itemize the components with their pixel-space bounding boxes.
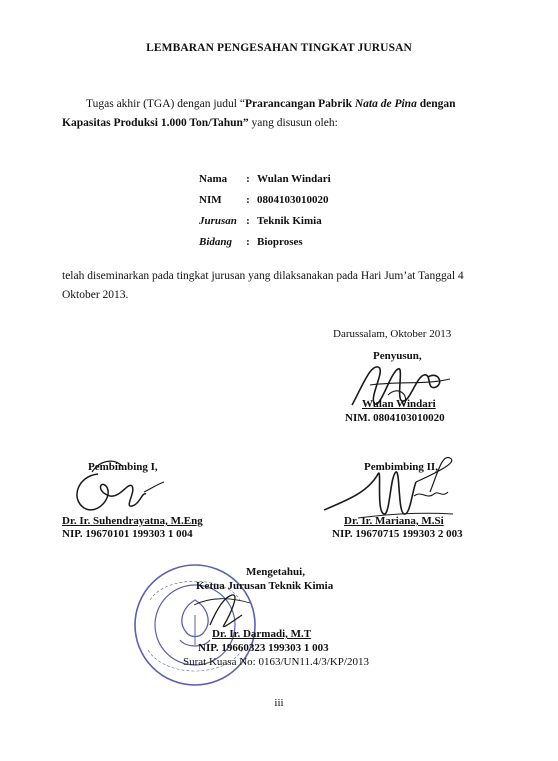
- supervisor1-signature: [58, 452, 168, 524]
- acknowledge-role: Ketua Jurusan Teknik Kimia: [196, 580, 334, 592]
- thesis-title-part2: dengan: [416, 98, 456, 110]
- identity-value: 0804103010020: [257, 194, 329, 206]
- identity-label: Nama: [199, 173, 228, 185]
- page-title: LEMBARAN PENGESAHAN TINGKAT JURUSAN: [146, 42, 412, 54]
- acknowledge-label: Mengetahui,: [246, 566, 305, 578]
- thesis-title-part1: Prarancangan Pabrik: [244, 98, 355, 110]
- identity-sep: :: [246, 173, 250, 185]
- page-number: iii: [274, 697, 284, 709]
- identity-label: NIM: [199, 194, 222, 206]
- identity-value: Teknik Kimia: [257, 215, 322, 227]
- identity-label: Jurusan: [199, 215, 237, 227]
- identity-row-name: [199, 173, 331, 194]
- supervisor1-name: Dr. Ir. Suhendrayatna, M.Eng: [62, 515, 203, 527]
- identity-value: Bioproses: [257, 236, 303, 248]
- seminar-text: telah diseminarkan pada tingkat jurusan yang dilaksanakan pada Hari Jum’at Tanggal 4 Oktober 2013.: [62, 270, 464, 301]
- identity-sep: :: [246, 194, 250, 206]
- identity-value: Wulan Windari: [257, 173, 331, 185]
- acknowledge-letter: Surat Kuasa No: 0163/UN11.4/3/KP/2013: [183, 656, 369, 668]
- author-id: NIM. 0804103010020: [345, 412, 445, 424]
- identity-row-nim: [199, 194, 331, 215]
- identity-row-bidang: [199, 236, 331, 257]
- identity-row-jurusan: [199, 215, 331, 236]
- supervisor1-role: Pembimbing I,: [88, 461, 158, 473]
- place-date: Darussalam, Oktober 2013: [333, 328, 452, 340]
- acknowledge-name: Dr. Ir. Darmadi, M.T: [212, 628, 312, 640]
- thesis-title-italic: Nata de Pina: [354, 98, 417, 110]
- author-name: Wulan Windari: [362, 398, 436, 410]
- identity-table: [199, 173, 331, 257]
- author-role: Penyusun,: [373, 350, 422, 362]
- acknowledge-id: NIP. 19660323 199303 1 003: [198, 642, 329, 654]
- supervisor2-name: Dr. Ir. Mariana, M.Si: [344, 515, 444, 527]
- identity-sep: :: [246, 215, 250, 227]
- supervisor1-id: NIP. 19670101 199303 1 004: [62, 528, 193, 540]
- identity-sep: :: [246, 236, 250, 248]
- supervisor2-id: NIP. 19670715 199303 2 003: [332, 528, 463, 540]
- identity-label: Bidang: [199, 236, 233, 248]
- supervisor2-role: Pembimbing II,: [364, 461, 438, 473]
- intro-paragraph: [62, 95, 482, 133]
- intro-before: Tugas akhir (TGA) dengan judul “: [86, 98, 245, 110]
- intro-after: yang disusun oleh:: [248, 117, 338, 129]
- thesis-title-line2: Kapasitas Produksi 1.000 Ton/Tahun”: [62, 117, 249, 129]
